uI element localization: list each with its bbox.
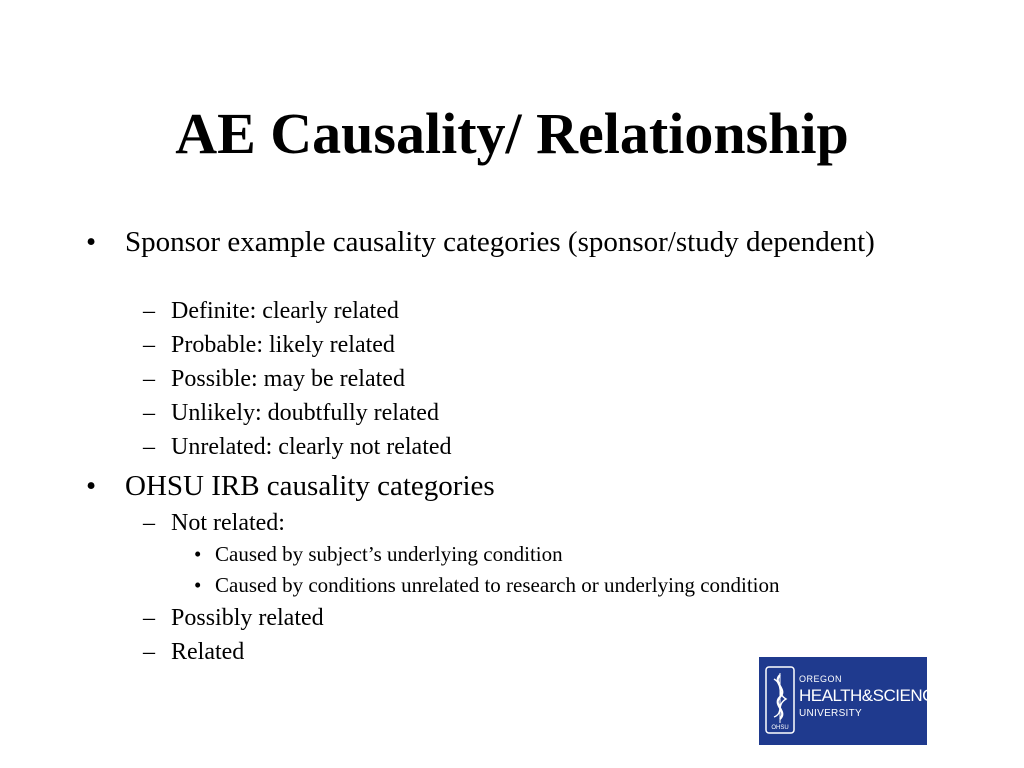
subitem-text: Probable: likely related (171, 332, 395, 358)
subitem-text: Definite: clearly related (171, 298, 399, 324)
sub-bullet-marker: • (194, 542, 202, 566)
subitem-text: Not related: (171, 510, 285, 536)
slide-title: AE Causality/ Relationship (175, 101, 849, 166)
subitem-text: Unrelated: clearly not related (171, 434, 452, 460)
list-item (86, 470, 886, 502)
bullet-text: OHSU IRB causality categories (125, 470, 495, 502)
logo-line-health-science: HEALTH&SCIENCE (799, 686, 945, 705)
list-item (143, 604, 903, 632)
bullet-marker: • (86, 226, 97, 258)
subitem-text: Related (171, 639, 245, 665)
list-item (143, 399, 903, 427)
list-item (143, 297, 903, 325)
ohsu-emblem-icon (765, 665, 795, 735)
subitem-text: Possibly related (171, 605, 324, 631)
logo-line-oregon: OREGON (799, 674, 843, 684)
sub-subitem-text: Caused by conditions unrelated to research or underlying condition (215, 573, 780, 597)
dash-marker: – (143, 298, 155, 324)
list-item (143, 365, 903, 393)
dash-marker: – (143, 605, 155, 631)
subitem-text: Possible: may be related (171, 366, 405, 392)
dash-marker: – (143, 366, 155, 392)
list-item (143, 433, 903, 461)
list-item (194, 542, 934, 566)
dash-marker: – (143, 400, 155, 426)
list-item (143, 509, 903, 537)
list-item (143, 331, 903, 359)
dash-marker: – (143, 434, 155, 460)
dash-marker: – (143, 639, 155, 665)
subitem-text: Unlikely: doubtfully related (171, 400, 439, 426)
logo-emblem-text: OHSU (771, 725, 789, 731)
dash-marker: – (143, 332, 155, 358)
dash-marker: – (143, 510, 155, 536)
list-item (194, 573, 934, 597)
bullet-marker: • (86, 470, 97, 502)
list-item (86, 226, 886, 258)
sub-subitem-text: Caused by subject’s underlying condition (215, 542, 563, 566)
ohsu-logo (759, 657, 945, 745)
sub-bullet-marker: • (194, 573, 202, 597)
logo-line-university: UNIVERSITY (799, 708, 863, 719)
bullet-text: Sponsor example causality categories (sponsor/study dependent) (125, 226, 875, 258)
